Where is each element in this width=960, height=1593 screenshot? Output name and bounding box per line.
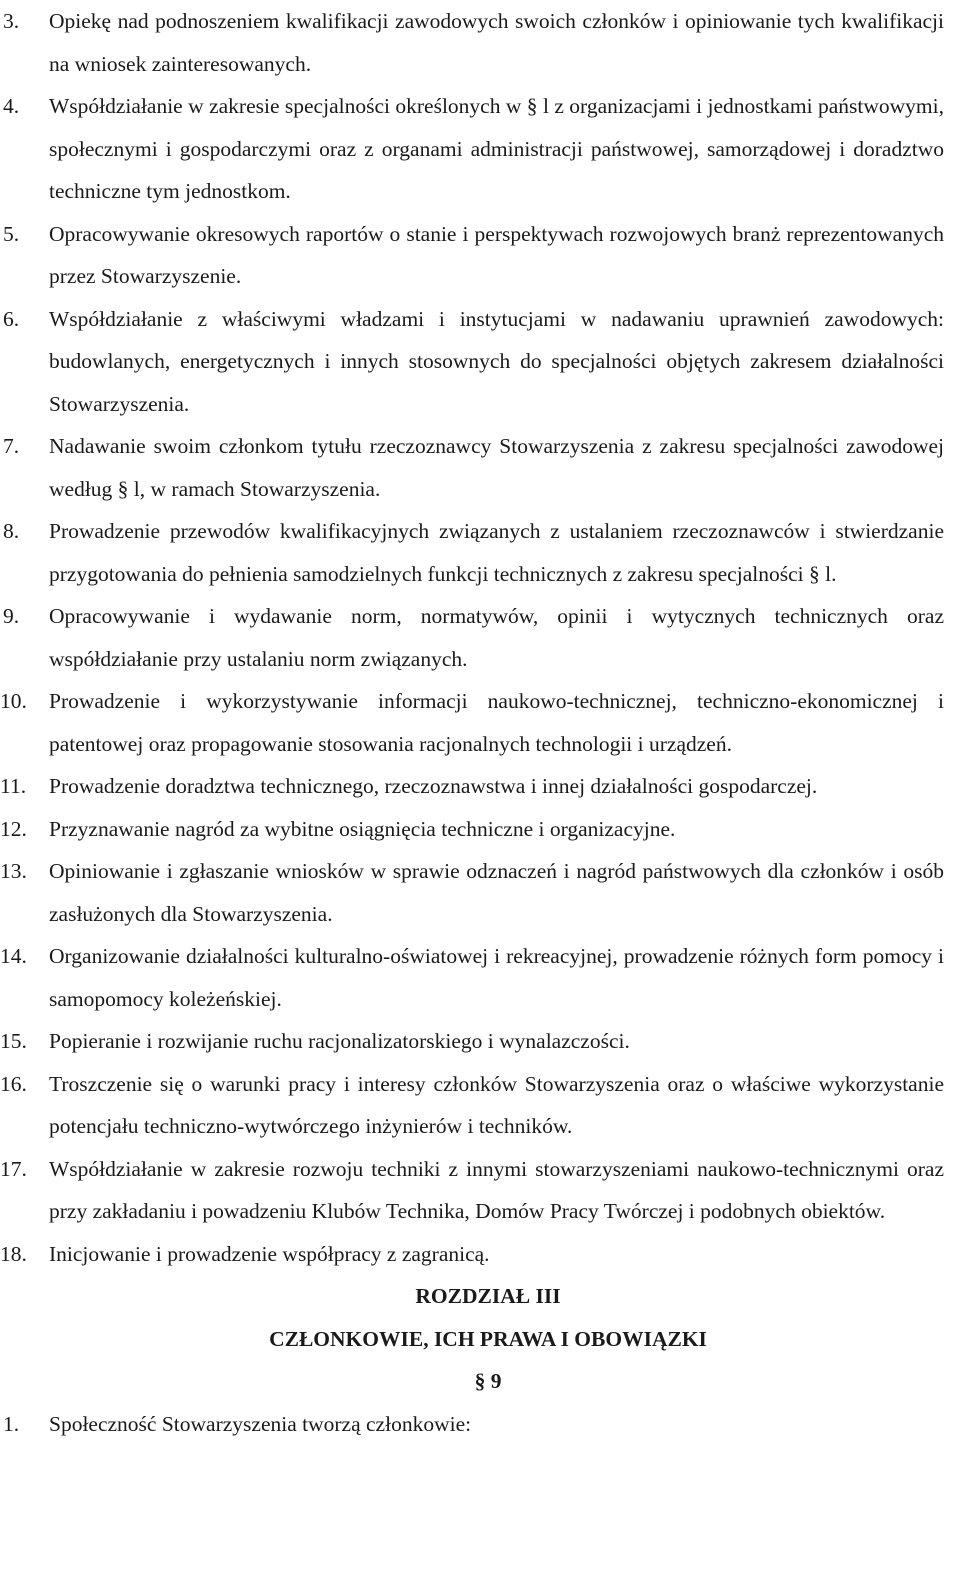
item-text: Popieranie i rozwijanie ruchu racjonalizatorskiego i wynalazczości.: [49, 1029, 630, 1053]
item-number: 14.: [0, 944, 27, 968]
list-item: [0, 1403, 944, 1446]
list-item: [0, 808, 944, 851]
list-item: [0, 0, 944, 85]
item-number: 9.: [3, 604, 20, 628]
item-text: Organizowanie działalności kulturalno-oświatowej i rekreacyjnej, prowadzenie różnych form pomocy i samopomocy koleżeńskiej.: [49, 944, 944, 1011]
item-text: Prowadzenie i wykorzystywanie informacji naukowo-technicznej, techniczno-ekonomicznej i patentowej oraz propagowanie stosowania racjonalnych technologii i urządzeń.: [49, 689, 944, 756]
item-text: Współdziałanie z właściwymi władzami i instytucjami w nadawaniu uprawnień zawodowych: budowlanych, energetycznych i innych stosownych do specjalności objętych zakresem działalności Stowarzyszenia.: [49, 306, 944, 416]
item-number: 7.: [3, 434, 20, 458]
item-number: 10.: [0, 689, 27, 713]
item-number: 12.: [0, 816, 27, 841]
item-text: Przyznawanie nagród za wybitne osiągnięcia techniczne i organizacyjne.: [49, 816, 676, 841]
list-item: [0, 765, 944, 808]
chapter-title: ROZDZIAŁ III: [415, 1284, 561, 1308]
members-list: [0, 1403, 944, 1446]
item-text: Opracowywanie okresowych raportów o stanie i perspektywach rozwojowych branż reprezentowanych przez Stowarzyszenie.: [49, 221, 944, 288]
chapter-subtitle: CZŁONKOWIE, ICH PRAWA I OBOWIĄZKI: [269, 1326, 707, 1351]
item-text: Troszczenie się o warunki pracy i interesy członków Stowarzyszenia oraz o właściwe wykorzystanie potencjału techniczno-wytwórczego inżynierów i techników.: [49, 1071, 944, 1138]
list-item: [0, 1233, 944, 1276]
item-text: Inicjowanie i prowadzenie współpracy z zagranicą.: [49, 1241, 490, 1266]
item-number: 3.: [3, 9, 20, 33]
item-number: 5.: [3, 221, 20, 246]
list-item: [0, 1148, 944, 1233]
list-item: [0, 1063, 944, 1148]
item-text: Nadawanie swoim członkom tytułu rzeczoznawcy Stowarzyszenia z zakresu specjalności zawodowej według § l, w ramach Stowarzyszenia.: [49, 434, 944, 501]
item-number: 1.: [3, 1411, 20, 1436]
item-number: 6.: [3, 306, 20, 331]
item-text: Współdziałanie w zakresie specjalności określonych w § l z organizacjami i jednostkami państwowymi, społecznymi i gospodarczymi oraz z organami administracji państwowej, samorządowej i doradztwo techniczne tym jednostkom.: [49, 94, 944, 203]
list-item: [0, 425, 944, 510]
item-text: Prowadzenie doradztwa technicznego, rzeczoznawstwa i innej działalności gospodarczej.: [49, 774, 818, 798]
list-item: [0, 213, 944, 298]
item-number: 13.: [0, 859, 27, 883]
item-number: 16.: [0, 1071, 27, 1096]
list-item: [0, 680, 944, 765]
item-number: 18.: [0, 1241, 27, 1266]
item-number: 15.: [0, 1029, 27, 1053]
item-text: Współdziałanie w zakresie rozwoju techniki z innymi stowarzyszeniami naukowo-technicznymi oraz przy zakładaniu i powadzeniu Klubów Technika, Domów Pracy Twórczej i podobnych obiektów.: [49, 1156, 944, 1223]
item-number: 4.: [3, 94, 20, 118]
list-item: [0, 298, 944, 426]
list-item: [0, 850, 944, 935]
item-text: Opracowywanie i wydawanie norm, normatywów, opinii i wytycznych technicznych oraz współdziałanie przy ustalaniu norm związanych.: [49, 604, 944, 671]
list-item: [0, 85, 944, 213]
list-item: [0, 595, 944, 680]
list-item: [0, 1020, 944, 1063]
item-number: 17.: [0, 1156, 27, 1181]
item-number: 8.: [3, 519, 20, 543]
section-number: § 9: [474, 1369, 502, 1393]
list-item: [0, 935, 944, 1020]
item-number: 11.: [0, 774, 27, 798]
item-text: Prowadzenie przewodów kwalifikacyjnych związanych z ustalaniem rzeczoznawców i stwierdzanie przygotowania do pełnienia samodzielnych funkcji technicznych z zakresu specjalności § l.: [49, 519, 944, 586]
item-text: Opiekę nad podnoszeniem kwalifikacji zawodowych swoich członków i opiniowanie tych kwalifikacji na wniosek zainteresowanych.: [49, 9, 944, 76]
list-item: [0, 510, 944, 595]
item-text: Społeczność Stowarzyszenia tworzą członkowie:: [49, 1411, 472, 1436]
item-text: Opiniowanie i zgłaszanie wniosków w sprawie odznaczeń i nagród państwowych dla członków i osób zasłużonych dla Stowarzyszenia.: [49, 859, 944, 926]
